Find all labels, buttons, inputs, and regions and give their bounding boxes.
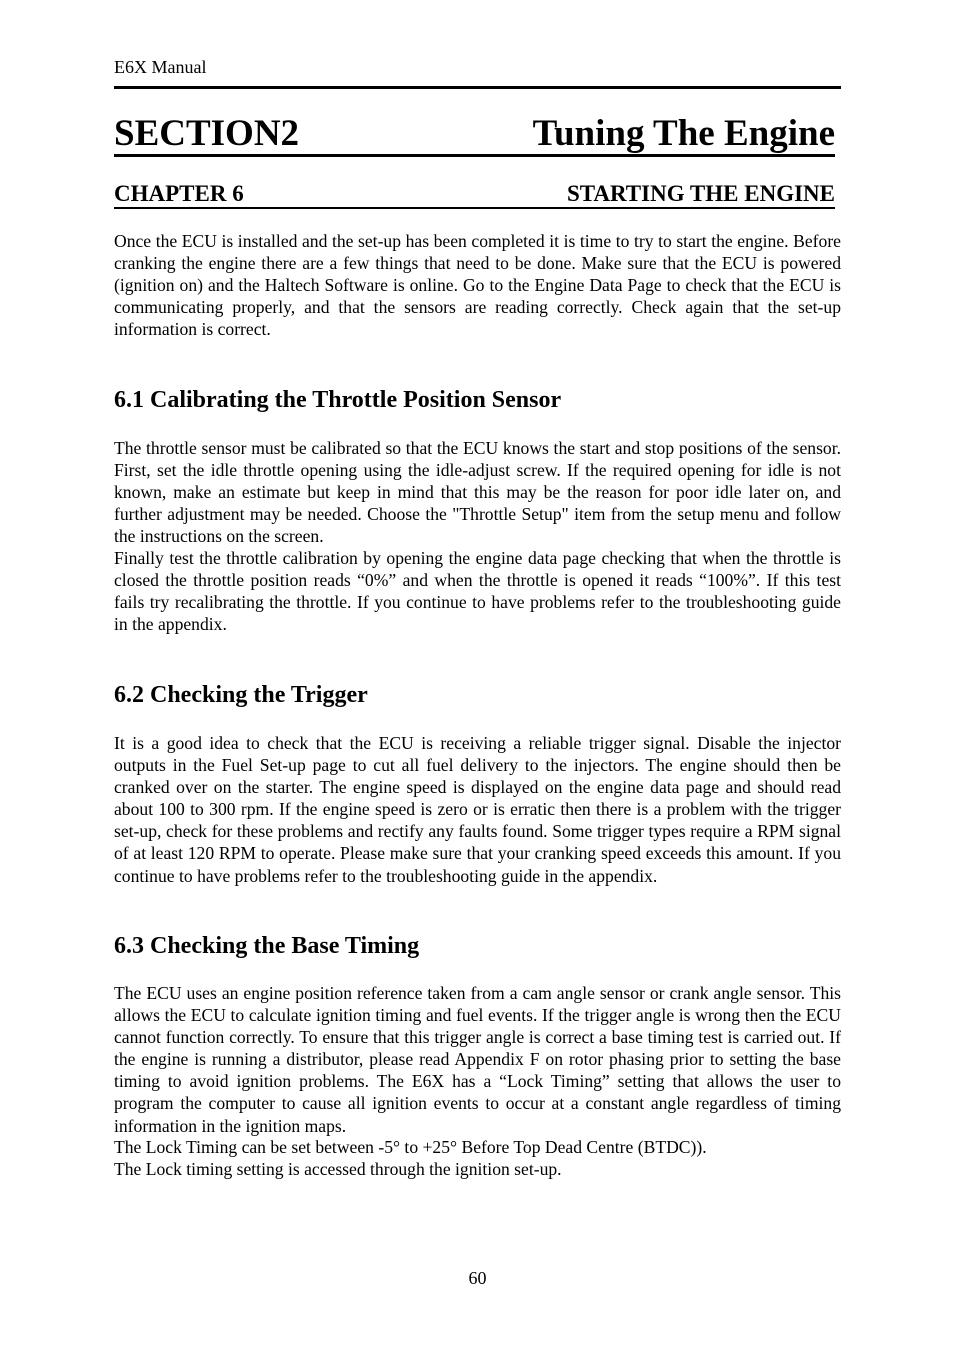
section-6-2-paragraph-1: It is a good idea to check that the ECU is receiving a reliable trigger signal. Disable the injector outputs in the Fuel Set-up page to cut all fuel delivery to the injectors. The engine should then be cranked over on the starter. The engine speed is displayed on the engine data page and should read about 100 to 300 rpm. If the engine speed is zero or is erratic then there is a problem with the trigger set-up, check for these problems and rectify any faults found. Some trigger types require a RPM signal of at least 120 RPM to operate. Please make sure that your cranking speed exceeds this amount. If you continue to have problems refer to the troubleshooting guide in the appendix. [114,733,841,886]
section-6-2-heading: 6.2 Checking the Trigger [114,682,368,708]
intro-paragraph: Once the ECU is installed and the set-up has been completed it is time to try to start the engine. Before cranking the engine there are a few things that need to be done. Make sure that the ECU is powered (ignition on) and the Haltech Software is online. Go to the Engine Data Page to check that the ECU is communicating properly, and that the sensors are reading correctly. Check again that the set-up information is correct. [114,231,841,340]
section-6-3-paragraph-2: The Lock Timing can be set between -5° to +25° Before Top Dead Centre (BTDC)). [114,1137,707,1157]
section-6-1-heading: 6.1 Calibrating the Throttle Position Sensor [114,387,562,413]
page-number: 60 [468,1268,487,1288]
chapter-heading [114,180,835,209]
section-6-3-heading: 6.3 Checking the Base Timing [114,933,420,959]
section-number: SECTION2 [114,113,300,154]
running-header: E6X Manual [114,57,207,77]
section-6-1-paragraph-2: Finally test the throttle calibration by opening the engine data page checking that when the throttle is closed the throttle position reads “0%” and when the throttle is opened it reads “100%”. If this test fails try recalibrating the throttle. If you continue to have problems refer to the troubleshooting guide in the appendix. [114,548,841,635]
header-rule [114,86,841,89]
section-6-1-paragraph-1: The throttle sensor must be calibrated so that the ECU knows the start and stop positions of the sensor. First, set the idle throttle opening using the idle-adjust screw. If the required opening for idle is not known, make an estimate but keep in mind that this may be the reason for poor idle later on, and further adjustment may be needed. Choose the "Throttle Setup" item from the setup menu and follow the instructions on the screen. [114,438,841,547]
chapter-title: STARTING THE ENGINE [566,181,835,206]
section-6-3-paragraph-3: The Lock timing setting is accessed through the ignition set-up. [114,1159,562,1179]
chapter-number: CHAPTER 6 [114,181,244,206]
section-heading [114,114,835,157]
section-title: Tuning The Engine [532,113,835,154]
section-6-3-paragraph-1: The ECU uses an engine position reference taken from a cam angle sensor or crank angle sensor. This allows the ECU to calculate ignition timing and fuel events. If the trigger angle is wrong then the ECU cannot function correctly. To ensure that this trigger angle is correct a base timing test is carried out. If the engine is running a distributor, please read Appendix F on rotor phasing prior to setting the base timing to avoid ignition problems. The E6X has a “Lock Timing” setting that allows the user to program the computer to cause all ignition events to occur at a constant angle regardless of timing information in the ignition maps. [114,983,841,1136]
